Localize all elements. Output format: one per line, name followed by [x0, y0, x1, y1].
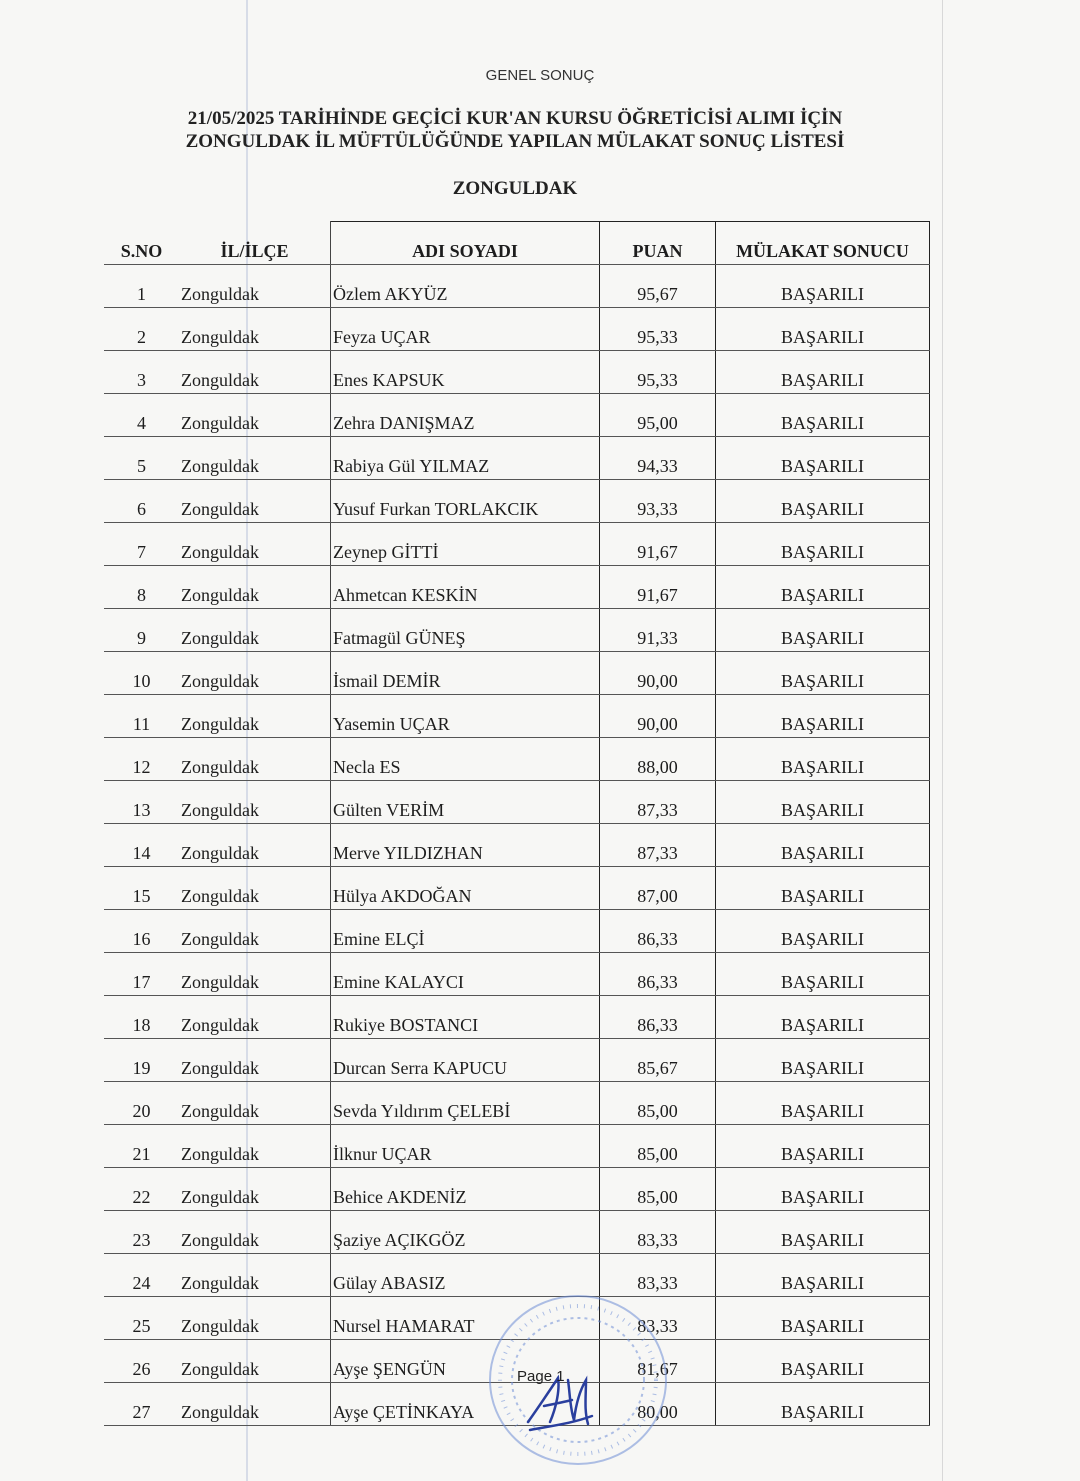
row-name: Necla ES [331, 738, 600, 781]
row-number: 14 [104, 824, 179, 867]
row-score: 85,00 [600, 1082, 716, 1125]
row-score: 95,00 [600, 394, 716, 437]
row-number: 2 [104, 308, 179, 351]
row-il-ilce: Zonguldak [179, 824, 331, 867]
row-name: Sevda Yıldırım ÇELEBİ [331, 1082, 600, 1125]
row-name: Yasemin UÇAR [331, 695, 600, 738]
row-score: 90,00 [600, 695, 716, 738]
row-score: 88,00 [600, 738, 716, 781]
row-result: BAŞARILI [716, 910, 930, 953]
row-result: BAŞARILI [716, 652, 930, 695]
row-number: 6 [104, 480, 179, 523]
document-title [110, 107, 920, 153]
row-il-ilce: Zonguldak [179, 437, 331, 480]
row-score: 81,67 [600, 1340, 716, 1383]
row-name: Merve YILDIZHAN [331, 824, 600, 867]
row-name: Enes KAPSUK [331, 351, 600, 394]
row-score: 90,00 [600, 652, 716, 695]
row-il-ilce: Zonguldak [179, 652, 331, 695]
row-result: BAŞARILI [716, 824, 930, 867]
table-row [104, 1039, 930, 1082]
row-score: 95,67 [600, 265, 716, 308]
row-name: Şaziye AÇIKGÖZ [331, 1211, 600, 1254]
title-line-2: ZONGULDAK İL MÜFTÜLÜĞÜNDE YAPILAN MÜLAKAT SONUÇ LİSTESİ [185, 131, 845, 152]
row-il-ilce: Zonguldak [179, 738, 331, 781]
row-score: 87,00 [600, 867, 716, 910]
row-name: Behice AKDENİZ [331, 1168, 600, 1211]
row-name: Zeynep GİTTİ [331, 523, 600, 566]
table-row [104, 1168, 930, 1211]
row-score: 86,33 [600, 953, 716, 996]
row-score: 83,33 [600, 1297, 716, 1340]
row-name: Ahmetcan KESKİN [331, 566, 600, 609]
row-number: 8 [104, 566, 179, 609]
row-result: BAŞARILI [716, 394, 930, 437]
table-row [104, 351, 930, 394]
row-name: Rabiya Gül YILMAZ [331, 437, 600, 480]
row-number: 19 [104, 1039, 179, 1082]
row-name: Feyza UÇAR [331, 308, 600, 351]
row-number: 18 [104, 996, 179, 1039]
table-row [104, 394, 930, 437]
row-il-ilce: Zonguldak [179, 609, 331, 652]
row-score: 83,33 [600, 1211, 716, 1254]
row-number: 3 [104, 351, 179, 394]
row-number: 11 [104, 695, 179, 738]
row-score: 85,67 [600, 1039, 716, 1082]
table-row [104, 437, 930, 480]
table-row [104, 1125, 930, 1168]
table-row [104, 781, 930, 824]
table-row [104, 824, 930, 867]
row-number: 22 [104, 1168, 179, 1211]
row-result: BAŞARILI [716, 308, 930, 351]
row-name: İsmail DEMİR [331, 652, 600, 695]
page-number: Page 1 [517, 1368, 565, 1385]
row-result: BAŞARILI [716, 1125, 930, 1168]
column-header-name: ADI SOYADI [331, 222, 600, 265]
table-row [104, 1254, 930, 1297]
row-il-ilce: Zonguldak [179, 308, 331, 351]
row-result: BAŞARILI [716, 523, 930, 566]
row-name: Ayşe ŞENGÜN [331, 1340, 600, 1383]
row-score: 86,33 [600, 910, 716, 953]
table-row [104, 523, 930, 566]
row-number: 16 [104, 910, 179, 953]
row-number: 21 [104, 1125, 179, 1168]
row-il-ilce: Zonguldak [179, 1082, 331, 1125]
row-name: Emine KALAYCI [331, 953, 600, 996]
row-score: 87,33 [600, 781, 716, 824]
row-name: Fatmagül GÜNEŞ [331, 609, 600, 652]
table-row [104, 265, 930, 308]
row-il-ilce: Zonguldak [179, 867, 331, 910]
row-number: 10 [104, 652, 179, 695]
row-result: BAŞARILI [716, 351, 930, 394]
row-result: BAŞARILI [716, 437, 930, 480]
row-il-ilce: Zonguldak [179, 1168, 331, 1211]
row-il-ilce: Zonguldak [179, 1211, 331, 1254]
row-result: BAŞARILI [716, 566, 930, 609]
row-result: BAŞARILI [716, 1168, 930, 1211]
row-number: 12 [104, 738, 179, 781]
row-name: Durcan Serra KAPUCU [331, 1039, 600, 1082]
title-line-1: 21/05/2025 TARİHİNDE GEÇİCİ KUR'AN KURSU ÖĞRETİCİSİ ALIMI İÇİN [187, 108, 843, 129]
row-score: 95,33 [600, 351, 716, 394]
row-number: 24 [104, 1254, 179, 1297]
table-row [104, 308, 930, 351]
row-number: 23 [104, 1211, 179, 1254]
row-score: 80,00 [600, 1383, 716, 1426]
row-score: 91,67 [600, 566, 716, 609]
row-number: 15 [104, 867, 179, 910]
row-result: BAŞARILI [716, 609, 930, 652]
row-score: 85,00 [600, 1125, 716, 1168]
row-result: BAŞARILI [716, 953, 930, 996]
table-row [104, 1297, 930, 1340]
results-table-header [104, 222, 930, 265]
row-name: Özlem AKYÜZ [331, 265, 600, 308]
row-number: 26 [104, 1340, 179, 1383]
table-row [104, 566, 930, 609]
row-il-ilce: Zonguldak [179, 1039, 331, 1082]
row-number: 20 [104, 1082, 179, 1125]
row-name: Hülya AKDOĞAN [331, 867, 600, 910]
row-result: BAŞARILI [716, 695, 930, 738]
row-result: BAŞARILI [716, 867, 930, 910]
row-il-ilce: Zonguldak [179, 996, 331, 1039]
row-il-ilce: Zonguldak [179, 781, 331, 824]
row-number: 17 [104, 953, 179, 996]
row-name: Gülay ABASIZ [331, 1254, 600, 1297]
row-result: BAŞARILI [716, 1383, 930, 1426]
row-il-ilce: Zonguldak [179, 394, 331, 437]
row-name: Zehra DANIŞMAZ [331, 394, 600, 437]
column-header-il-ilce: İL/İLÇE [179, 222, 331, 265]
results-table [104, 221, 930, 1426]
table-row [104, 953, 930, 996]
row-result: BAŞARILI [716, 265, 930, 308]
row-il-ilce: Zonguldak [179, 351, 331, 394]
row-name: Nursel HAMARAT [331, 1297, 600, 1340]
column-header-sno: S.NO [104, 222, 179, 265]
row-result: BAŞARILI [716, 781, 930, 824]
header-row [104, 222, 930, 265]
column-header-result: MÜLAKAT SONUCU [716, 222, 930, 265]
row-score: 93,33 [600, 480, 716, 523]
table-row [104, 996, 930, 1039]
row-il-ilce: Zonguldak [179, 1340, 331, 1383]
row-number: 5 [104, 437, 179, 480]
row-result: BAŞARILI [716, 1297, 930, 1340]
row-number: 25 [104, 1297, 179, 1340]
row-number: 13 [104, 781, 179, 824]
row-score: 91,67 [600, 523, 716, 566]
row-il-ilce: Zonguldak [179, 1254, 331, 1297]
row-name: Emine ELÇİ [331, 910, 600, 953]
table-row [104, 867, 930, 910]
row-result: BAŞARILI [716, 738, 930, 781]
table-row [104, 1082, 930, 1125]
row-score: 95,33 [600, 308, 716, 351]
row-il-ilce: Zonguldak [179, 953, 331, 996]
row-number: 9 [104, 609, 179, 652]
row-il-ilce: Zonguldak [179, 480, 331, 523]
table-row [104, 1211, 930, 1254]
row-score: 94,33 [600, 437, 716, 480]
row-name: Ayşe ÇETİNKAYA [331, 1383, 600, 1426]
table-row [104, 910, 930, 953]
province-subtitle: ZONGULDAK [452, 178, 578, 199]
row-score: 91,33 [600, 609, 716, 652]
row-il-ilce: Zonguldak [179, 566, 331, 609]
page-edge-line [942, 0, 943, 1481]
row-result: BAŞARILI [716, 1039, 930, 1082]
row-number: 27 [104, 1383, 179, 1426]
table-row [104, 1383, 930, 1426]
row-number: 1 [104, 265, 179, 308]
table-row [104, 652, 930, 695]
row-result: BAŞARILI [716, 1254, 930, 1297]
row-il-ilce: Zonguldak [179, 1383, 331, 1426]
row-score: 86,33 [600, 996, 716, 1039]
row-il-ilce: Zonguldak [179, 910, 331, 953]
table-row [104, 695, 930, 738]
row-name: Gülten VERİM [331, 781, 600, 824]
row-score: 87,33 [600, 824, 716, 867]
row-name: Yusuf Furkan TORLAKCIK [331, 480, 600, 523]
row-name: Rukiye BOSTANCI [331, 996, 600, 1039]
row-number: 4 [104, 394, 179, 437]
row-result: BAŞARILI [716, 996, 930, 1039]
row-score: 85,00 [600, 1168, 716, 1211]
row-il-ilce: Zonguldak [179, 265, 331, 308]
row-name: İlknur UÇAR [331, 1125, 600, 1168]
row-il-ilce: Zonguldak [179, 1125, 331, 1168]
row-result: BAŞARILI [716, 480, 930, 523]
row-il-ilce: Zonguldak [179, 695, 331, 738]
row-score: 83,33 [600, 1254, 716, 1297]
row-il-ilce: Zonguldak [179, 523, 331, 566]
table-row [104, 738, 930, 781]
row-result: BAŞARILI [716, 1340, 930, 1383]
table-row [104, 609, 930, 652]
row-number: 7 [104, 523, 179, 566]
row-result: BAŞARILI [716, 1082, 930, 1125]
row-result: BAŞARILI [716, 1211, 930, 1254]
column-header-puan: PUAN [600, 222, 716, 265]
results-table-body [104, 265, 930, 1426]
row-il-ilce: Zonguldak [179, 1297, 331, 1340]
top-label: GENEL SONUÇ [485, 67, 595, 84]
table-row [104, 480, 930, 523]
